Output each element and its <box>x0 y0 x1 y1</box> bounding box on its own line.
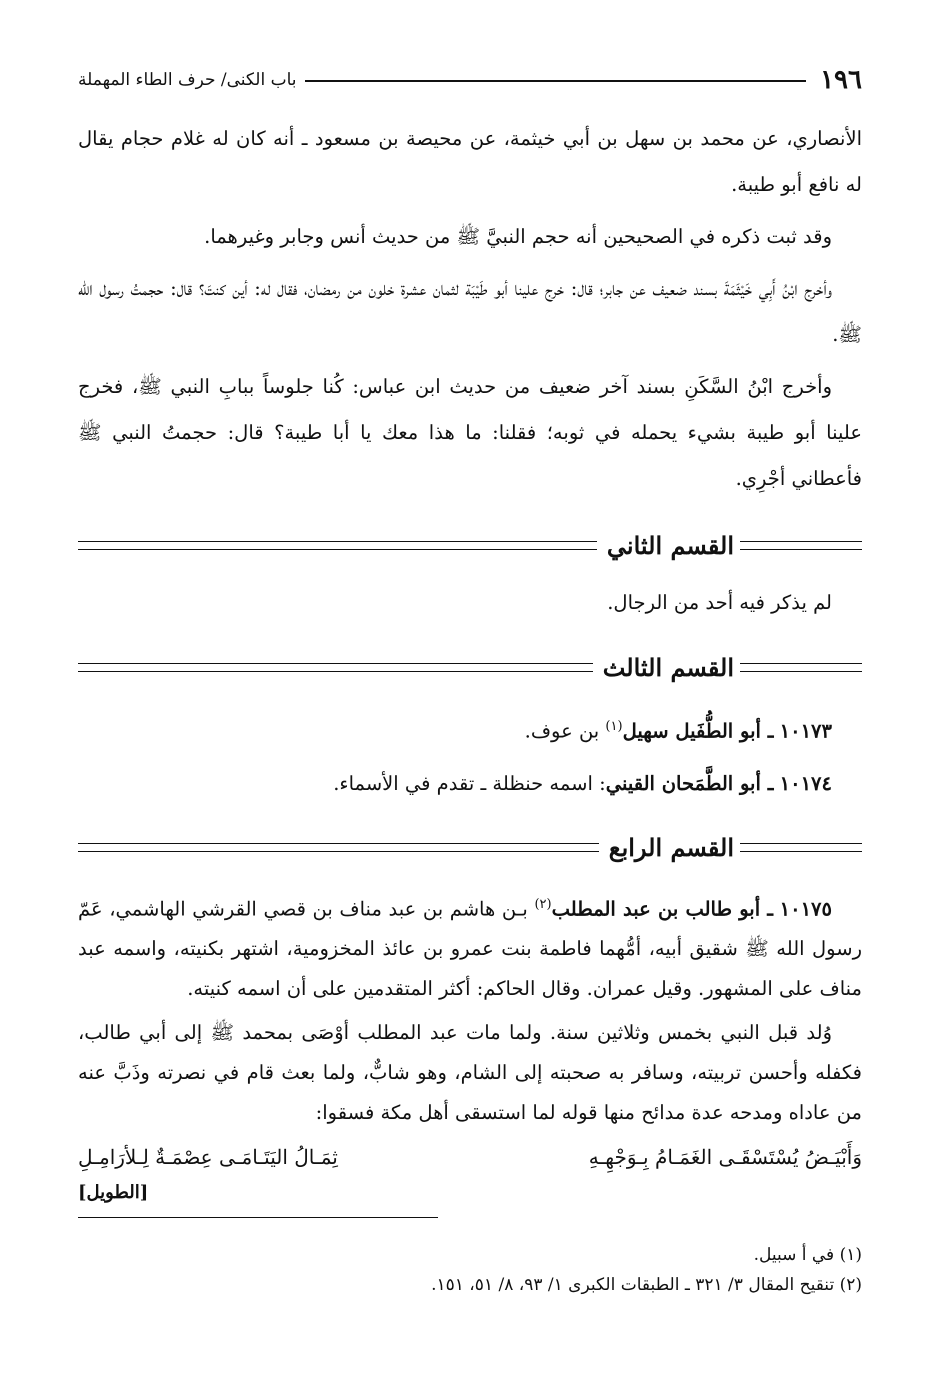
entry-number: ١٠١٧٥ <box>779 897 832 920</box>
entry-number: ١٠١٧٣ <box>779 719 832 743</box>
double-rule <box>78 663 593 672</box>
paragraph: الأنصاري، عن محمد بن سهل بن أبي خيثمة، عن محيصة بن مسعود ـ أنه كان له غلام حجام يقال له نافع أبو طيبة. <box>78 127 862 196</box>
paragraph: وأخرج ابْنُ السَّكَنِ بسند آخر ضعيف من حديث ابن عباس: كُنا جلوساً ببابِ النبي ﷺ، فخرج علينا أبو طيبة بشيء يحمله في ثوبه؛ فقلنا: ما هذا معك يا أبا طيبة؟ قال: حجمتُ النبي ﷺ فأعطاني أجْرِي. <box>78 375 862 490</box>
footnote: (٢) تنقيح المقال ٣/ ٣٢١ ـ الطبقات الكبرى ١/ ٩٣، ٨/ ٥١، ١٥١. <box>431 1275 862 1295</box>
section-heading-4 <box>78 817 862 879</box>
footnote-rule <box>78 1217 438 1218</box>
running-header <box>78 58 862 102</box>
paragraph: وُلد قبل النبي بخمس وثلاثين سنة. ولما مات عبد المطلب أوْصَى بمحمد ﷺ إلى أبي طالب، فكفله وأحسن تربيته، وسافر به صحبته إلى الشام، وهو شابٌّ، ولما بعث قام في نصرته وذَبَّ عنه من عاداه ومدحه عدة مدائح منها قوله لما استسقى أهل مكة فسقوا: <box>78 1021 862 1124</box>
entry-text: بـن هاشم بن عبد مناف بن قصي القرشي الهاشمي، عَمّ رسول الله ﷺ شقيق أبيه، أمُّهما فاطمة بنت عمرو بن عائذ المخزومية، اشتهر بكنيته، واسمه عبد مناف على المشهور. وقيل عمران. وقال الحاكم: أكثر المتقدمين على أن اسمه كنيته. <box>78 897 862 1000</box>
page <box>78 58 862 1300</box>
verse-first-half: وَأَبْيَـضُ يُسْتَسْقَـى الغَمَـامُ بِـوَجْهِـهِ <box>588 1145 862 1169</box>
double-rule <box>740 541 862 550</box>
verse-meter: [الطويل] <box>78 1182 149 1203</box>
entry <box>78 761 862 807</box>
verse <box>78 1135 862 1179</box>
double-rule <box>740 663 862 672</box>
paragraph: وأخرج ابْنُ أَبِي خَيْثَمَةَ بسند ضعيف عن جابر؛ قال: خرج علينا أبو طَيْبَة لثمان عشرة خلون من رمضان، فقال له: أين كنتَ؟ قال: حجمتُ رسول الله ﷺ. <box>78 277 862 346</box>
header-rule <box>305 80 807 82</box>
entry-number: ١٠١٧٤ <box>779 771 832 795</box>
footnote: (١) في أ سبيل. <box>753 1245 862 1265</box>
entry-name: ـ أبو الطُّفَيل سهيل <box>622 719 774 743</box>
section-title: القسم الثالث <box>602 652 734 682</box>
double-rule <box>740 843 862 852</box>
footnote-ref[interactable]: (٢) <box>534 896 552 912</box>
footnote-ref[interactable]: (١) <box>605 719 623 734</box>
section-heading-3 <box>78 636 862 698</box>
double-rule <box>78 541 597 550</box>
entry-text: بن عوف. <box>524 719 606 743</box>
entry-name: ـ أبو طالب بن عبد المطلب <box>551 897 774 920</box>
paragraph: لم يذكر فيه أحد من الرجال. <box>607 591 832 614</box>
section-title: القسم الرابع <box>608 833 734 862</box>
entry-text: : اسمه حنظلة ـ تقدم في الأسماء. <box>333 771 606 795</box>
page-number: ١٩٦ <box>820 65 862 95</box>
header-title: باب الكنى/ حرف الطاء المهملة <box>78 70 297 90</box>
verse-second-half: ثِمَـالُ اليَتَـامَـى عِصْمَـةٌ لِـلأرَامِـلِ <box>78 1145 338 1169</box>
footnotes <box>78 1240 862 1300</box>
section-title: القسم الثاني <box>606 530 734 560</box>
entry <box>78 704 862 755</box>
entry-name: ـ أبو الطَّمَحان القيني <box>605 771 774 795</box>
entry <box>78 885 862 1010</box>
double-rule <box>78 843 599 852</box>
paragraph: وقد ثبت ذكره في الصحيحين أنه حجم النبيَّ ﷺ من حديث أنس وجابر وغيرهما. <box>204 225 832 248</box>
section-heading-2 <box>78 514 862 576</box>
